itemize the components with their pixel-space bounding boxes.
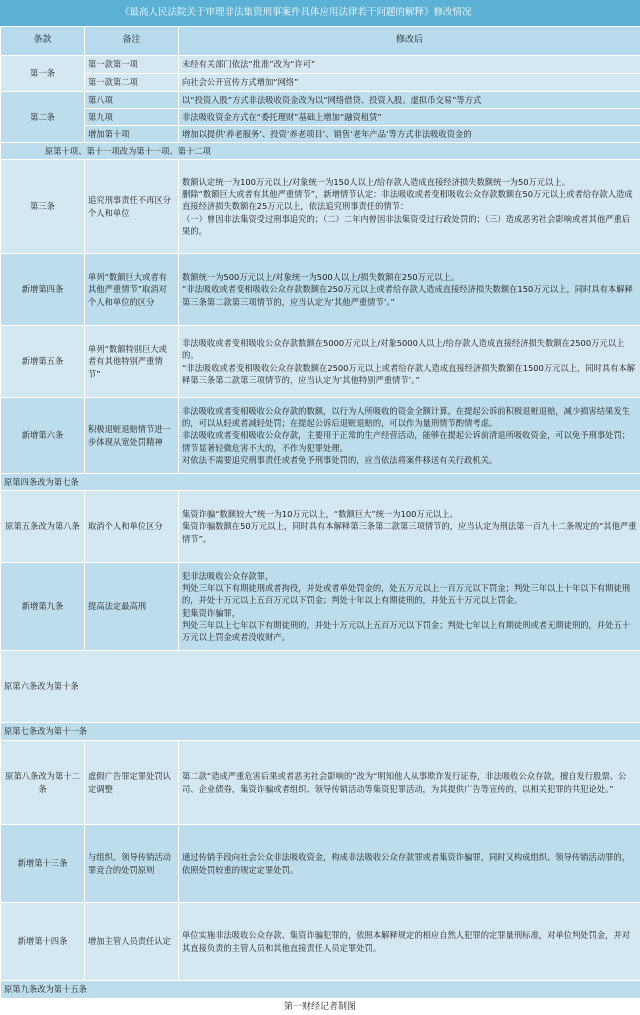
table-row [1,56,640,74]
note-cell: 第一款第一项 [85,56,179,74]
clause-cell: 新增第十三条 [1,825,85,903]
revision-cell [179,491,640,563]
table-row [1,981,640,999]
full-row-note: 原第四条改为第七条 [1,474,640,491]
table-row [1,825,640,903]
table-row [1,651,640,723]
revision-paragraph: 通过传销手段向社会公众非法吸收资金，构成非法吸收公众存款罪或者集资诈骗罪，同时又构成组织、领导传销活动罪的，依照处罚较重的规定定罪处罚。 [182,851,637,875]
revision-paragraph: 单位实施非法吸收公众存款、集资诈骗犯罪的，依照本解释规定的相应自然人犯罪的定罪量刑标准，对单位判处罚金，并对其直接负责的主管人员和其他直接责任人员定罪处罚。 [182,929,637,953]
revision-cell: 未经有关部门依法“批准”改为“许可” [179,56,640,74]
revision-cell [179,160,640,254]
clause-cell: 新增第四条 [1,254,85,326]
revision-cell: 增加以提供‘养老服务’、投资‘养老项目’、销售‘老年产品’等方式非法吸收资金的 [179,126,640,143]
note-cell: 第一款第二项 [85,74,179,92]
revision-paragraph: 集资诈骗数额在50万元以上，同时具有本解释第三条第二款第三项情节的，应当认定为刑法第一百九十二条规定的“其他严重情节”。 [182,520,637,544]
note-cell: 第八项 [85,92,179,109]
revision-cell [179,903,640,981]
table-row [1,254,640,326]
clause-cell: 原第八条改为第十二条 [1,741,85,825]
table-header [1,27,640,56]
revision-paragraph: 非法吸收或者变相吸收公众存款数额在5000万元以上/对象5000人以上/给存款人造成直接经济损失数额在2500万元以上的。 [182,337,637,361]
table-row [1,143,640,160]
revision-paragraph: 集资诈骗“数额较大”统一为10万元以上，“数额巨大”统一为100万元以上。 [182,508,637,520]
revision-paragraph: “非法吸收或者变相吸收公众存款数额在250万元以上或者给存款人造成直接经济损失数额在150万元以上，同时具有本解释第三条第二款第三项情节的，应当认定为‘其他严重情节’。” [182,283,637,307]
revision-paragraph: “非法吸收或者变相吸收公众存款数额在2500万元以上或者给存款人造成直接经济损失数额在1500万元以上，同时具有本解释第三条第二款第三项情节的，应当认定为‘其他特别严重情节’。” [182,362,637,386]
table-row [1,741,640,825]
header-note: 备注 [85,27,179,56]
table-row [1,491,640,563]
note-cell: 单列“数额巨大或者有其他严重情节”取消对个人和单位的区分 [85,254,179,326]
note-cell: 追究刑事责任不再区分个人和单位 [85,160,179,254]
full-row-note: 原第六条改为第十条 [1,651,640,723]
note-cell: 第九项 [85,109,179,126]
clause-cell: 第一条 [1,56,85,92]
revision-cell [179,398,640,474]
revision-cell: 非法吸收资金方式在“委托理财”基础上增加“融资租赁” [179,109,640,126]
full-row-note: 原第七条改为第十一条 [1,723,640,741]
revision-paragraph: （一）曾因非法集资受过刑事追究的；（二）二年内曾因非法集资受过行政处罚的；（三）造成恶劣社会影响或者其他严重后果的。 [182,213,637,237]
revision-paragraph: 数额统一为500万元以上/对象统一为500人以上/损失数额在250万元以上。 [182,271,637,283]
revision-cell [179,563,640,651]
revision-paragraph: 非法吸收或者变相吸收公众存款，主要用于正常的生产经营活动，能够在提起公诉前清退所吸收资金，可以免予刑事处罚；情节显著轻微危害不大的，不作为犯罪处理。 [182,429,637,453]
table-row [1,109,640,126]
revision-paragraph: 第二款“造成严重危害后果或者恶劣社会影响的”改为“明知他人从事欺诈发行证券，非法吸收公众存款，擅自发行股票、公司、企业债券，集资诈骗或者组织、领导传销活动等集资犯罪活动，为其提供广告等宣传的，以相关犯罪的共犯论处。” [182,770,637,794]
revision-cell [179,326,640,398]
revision-paragraph: 对依法不需要追究刑事责任或者免予刑事处罚的，应当依法将案件移送有关行政机关。 [182,454,637,466]
revision-table [0,26,640,999]
header-revised: 修改后 [179,27,640,56]
document-title: 《最高人民法院关于审理非法集资刑事案件具体应用法律若干问题的解释》修改情况 [0,0,640,26]
table-row [1,74,640,92]
revision-cell: 以“投资入股”方式非法吸收资金改为以“网络借贷、投资入股、虚拟币交易”等方式 [179,92,640,109]
clause-cell: 原第五条改为第八条 [1,491,85,563]
note-cell: 积极退赃退赔情节进一步体现从宽处罚精神 [85,398,179,474]
table-row [1,563,640,651]
revision-paragraph: 犯非法吸收公众存款罪， [182,570,637,582]
footer-credit: 第一财经记者制图 [0,999,640,1015]
header-clause: 条款 [1,27,85,56]
revision-paragraph: 数额认定统一为100万元以上/对象统一为150人以上/给存款人造成直接经济损失数额统一为50万元以上。 [182,176,637,188]
table-row [1,126,640,143]
full-row-note: 原第九条改为第十五条 [1,981,640,999]
table-row [1,160,640,254]
clause-cell: 新增第六条 [1,398,85,474]
clause-cell: 新增第九条 [1,563,85,651]
clause-cell: 第三条 [1,160,85,254]
revision-cell [179,825,640,903]
revision-paragraph: 判处三年以下有期徒刑或者拘役，并处或者单处罚金的，处五万元以上一百万元以下罚金；判处三年以上十年以下有期徒刑的，并处十万元以上五百万元以下罚金；判处十年以上有期徒刑的，并处五十万元以上罚金。 [182,582,637,606]
revision-cell [179,254,640,326]
revision-paragraph: 删除“数额巨大或者有其他严重情节”，新增情节认定：非法吸收或者变相吸收公众存款数额在50万元以上或者给存款人造成直接经济损失数额在25万元以上，依法追究刑事责任的情节： [182,188,637,212]
clause-cell: 第二条 [1,92,85,143]
note-cell: 提高法定最高刑 [85,563,179,651]
note-cell: 增加第十项 [85,126,179,143]
revision-paragraph: 判处三年以上七年以下有期徒刑的，并处十万元以上五百万元以下罚金；判处七年以上有期徒刑或者无期徒刑的，并处五十万元以上罚金或者没收财产。 [182,619,637,643]
table-row [1,326,640,398]
note-cell: 单列“数额特别巨大或者有其他特别严重情节” [85,326,179,398]
revision-cell [179,741,640,825]
revision-paragraph: 非法吸收或者变相吸收公众存款的数额，以行为人所吸收的资金全额计算。在提起公诉前积极退赃退赔，减少损害结果发生的，可以从轻或者减轻处罚；在提起公诉后退赃退赔的，可以作为量刑情节酌情考虑。 [182,405,637,429]
full-row-note: 原第十项、第十一项改为第十一项、第十二项 [1,143,640,160]
table-row [1,474,640,491]
revision-cell: 向社会公开宣传方式增加“网络” [179,74,640,92]
table-row [1,398,640,474]
table-row [1,92,640,109]
revision-paragraph: 犯集资诈骗罪， [182,607,637,619]
clause-cell: 新增第十四条 [1,903,85,981]
note-cell: 虚假广告罪定罪处罚认定调整 [85,741,179,825]
clause-cell: 新增第五条 [1,326,85,398]
table-row [1,723,640,741]
note-cell: 取消个人和单位区分 [85,491,179,563]
table-row [1,903,640,981]
note-cell: 与组织、领导传销活动罪竞合的处罚原则 [85,825,179,903]
note-cell: 增加主管人员责任认定 [85,903,179,981]
